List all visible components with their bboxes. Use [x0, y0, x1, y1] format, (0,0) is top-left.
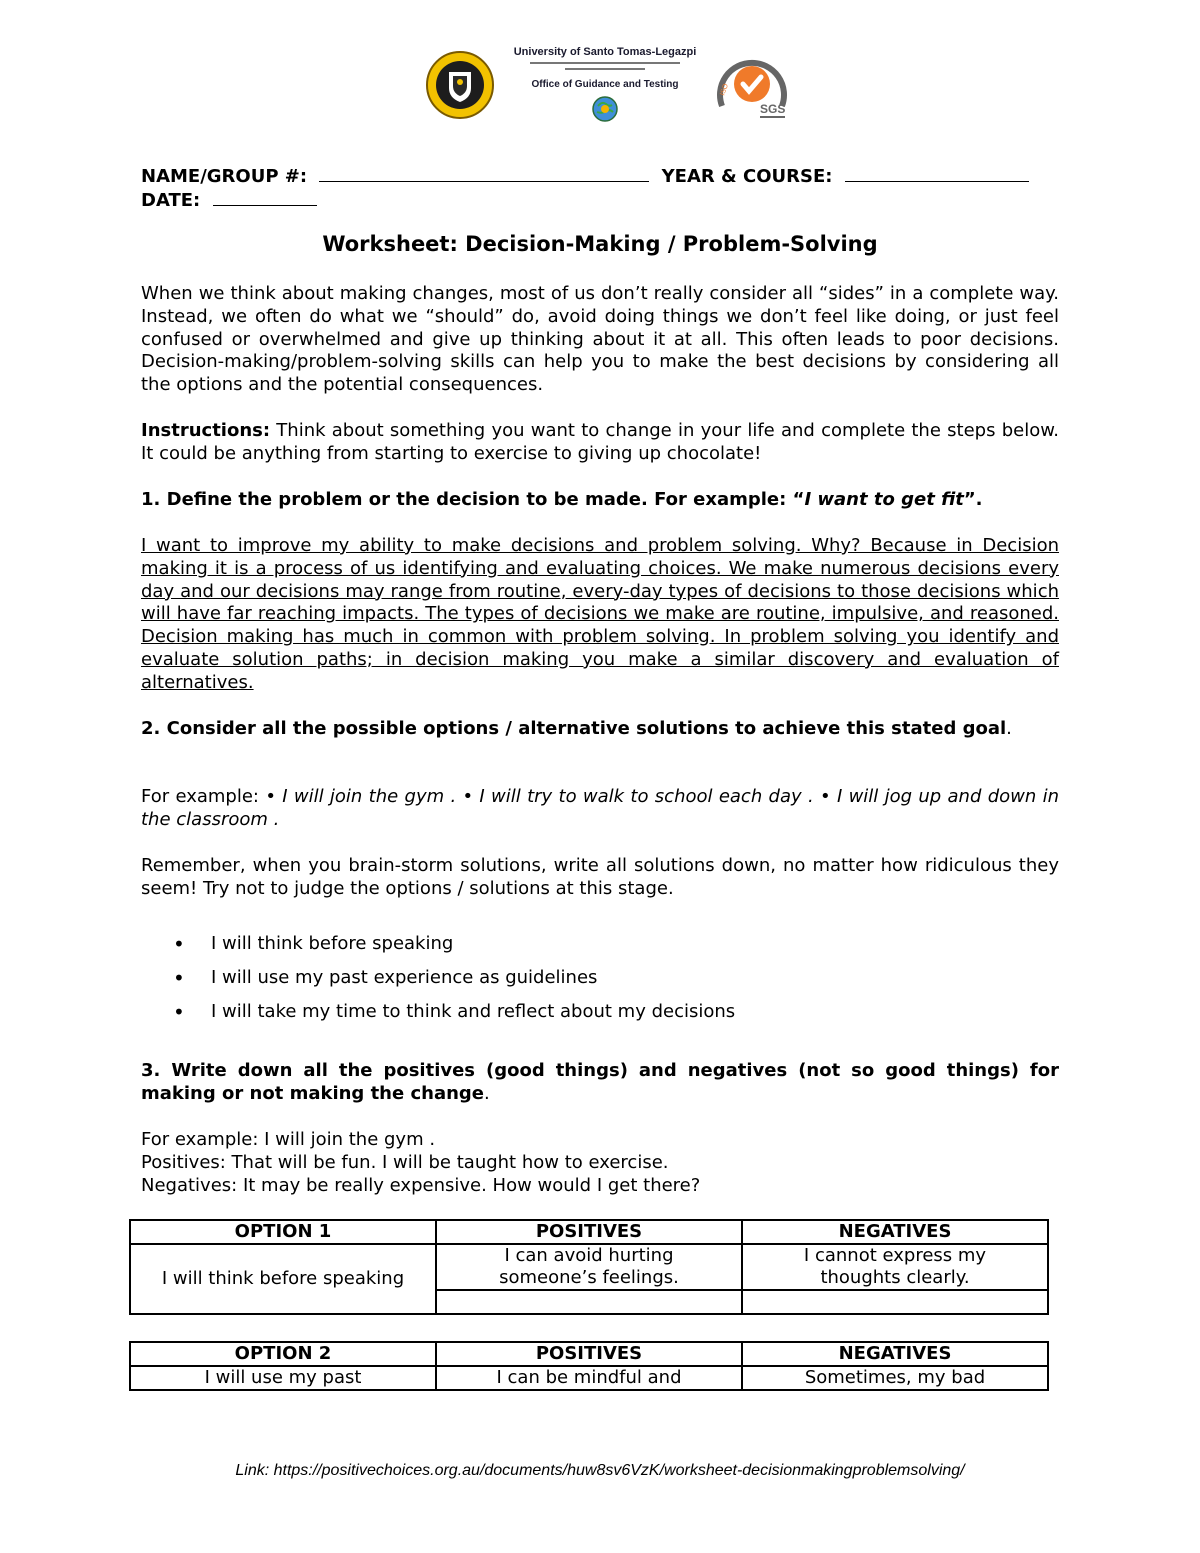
step3-example-line: For example: I will join the gym .	[141, 1129, 436, 1150]
step3-heading-end: .	[484, 1082, 490, 1104]
option1-negative-empty[interactable]	[742, 1290, 1048, 1314]
option1-table	[129, 1219, 1049, 1315]
step2-heading-text: 2. Consider all the possible options / alternative solutions to achieve this stated goal	[141, 718, 1007, 739]
university-block	[500, 46, 710, 90]
step1-answer: I want to improve my ability to make decisions and problem solving. Why? Because in Decision making it is a process of us identifying and evaluating choices. We make numerous decisions every day and our decisions may range from routine, every-day types of decisions to those decisions which will have far reaching impacts. The types of decisions we make are routine, impulsive, and reasoned. Decision making has much in common with problem solving. In problem solving you identify and evaluate solution paths; in decision making you make a similar discovery and evaluation of alternatives.	[141, 535, 1059, 693]
option1-header: OPTION 1	[130, 1220, 436, 1244]
year-course-blank[interactable]	[845, 164, 1029, 182]
option2-positive-cell: I can be mindful and	[436, 1366, 742, 1390]
date-label: DATE:	[141, 190, 201, 211]
step2-example	[141, 786, 1059, 832]
university-subtitle-lines	[500, 60, 710, 77]
cert-label: SGS	[760, 102, 786, 116]
source-link[interactable]: Link: https://positivechoices.org.au/documents/huw8sv6VzK/worksheet-decisionmakingproblemsolving/	[235, 1462, 965, 1479]
office-name: Office of Guidance and Testing	[531, 79, 679, 90]
step3-negatives-line: Negatives: It may be really expensive. How would I get there?	[141, 1174, 701, 1196]
negatives-header: NEGATIVES	[742, 1220, 1048, 1244]
university-seal-icon	[425, 50, 495, 120]
step1-heading-text: 1. Define the problem or the decision to be made. For example: “	[141, 489, 805, 510]
step1-heading-end: ”.	[963, 489, 983, 510]
instructions-paragraph	[141, 420, 1059, 466]
step3-heading-text: 3. Write down all the positives (good things) and negatives (not so good things) for making or not making the change	[141, 1060, 1059, 1104]
letterhead	[0, 40, 1200, 130]
options-list	[141, 932, 1041, 1034]
option1-negative-cell: I cannot express my thoughts clearly.	[742, 1244, 1048, 1290]
negatives-header: NEGATIVES	[742, 1342, 1048, 1366]
university-name: University of Santo Tomas-Legazpi	[513, 46, 697, 58]
step3-heading	[141, 1060, 1059, 1106]
option1-positive-cell: I can avoid hurting someone’s feelings.	[436, 1244, 742, 1290]
step3-positives-line: Positives: That will be fun. I will be taught how to exercise.	[141, 1151, 669, 1173]
name-group-blank[interactable]	[319, 164, 649, 182]
option1-positive-empty[interactable]	[436, 1290, 742, 1314]
worksheet-title: Worksheet: Decision-Making / Problem-Solving	[322, 232, 878, 256]
globe-logo-icon	[592, 96, 618, 122]
option2-negative-cell: Sometimes, my bad	[742, 1366, 1048, 1390]
svg-text:ISO: ISO	[719, 82, 731, 97]
step2-heading-end: .	[1006, 718, 1012, 739]
step3-examples	[141, 1129, 1059, 1197]
step2-remember: Remember, when you brain-storm solutions, write all solutions down, no matter how ridiculous they seem! Try not to judge the options / solutions at this stage.	[141, 855, 1059, 899]
list-item: • I will use my past experience as guidelines	[141, 966, 1041, 1000]
step2-example-text: • I will join the gym . • I will try to walk to school each day . • I will jog up and down in the classroom .	[141, 786, 1060, 830]
intro-paragraph: When we think about making changes, most of us don’t really consider all “sides” in a complete way. Instead, we often do what we “should” do, avoid doing things we don’t feel like doing, or just feel confused or overwhelmed and give up thinking about it at all. This often leads to poor decisions. Decision-making/problem-solving skills can help you to make the best decisions by considering all the options and the potential consequences.	[141, 283, 1059, 396]
option2-cell: I will use my past	[130, 1366, 436, 1390]
positives-header: POSITIVES	[436, 1342, 742, 1366]
student-fields	[141, 164, 1059, 212]
option2-header: OPTION 2	[130, 1342, 436, 1366]
option1-cell: I will think before speaking	[130, 1244, 436, 1314]
list-item: • I will think before speaking	[141, 932, 1041, 966]
instructions-label: Instructions:	[141, 420, 271, 441]
option2-table	[129, 1341, 1049, 1391]
step1-heading	[141, 489, 1059, 512]
instructions-text: Think about something you want to change in your life and complete the steps below. It could be anything from starting to exercise to giving up chocolate!	[141, 420, 1059, 464]
step2-example-label: For example:	[141, 786, 266, 807]
year-course-label: YEAR & COURSE:	[661, 166, 833, 187]
step2-heading	[141, 718, 1059, 741]
name-group-label: NAME/GROUP #:	[141, 166, 308, 187]
list-item: • I will take my time to think and reflect about my decisions	[141, 1000, 1041, 1034]
step1-example: I want to get fit	[804, 489, 964, 510]
positives-header: POSITIVES	[436, 1220, 742, 1244]
date-blank[interactable]	[213, 188, 317, 206]
